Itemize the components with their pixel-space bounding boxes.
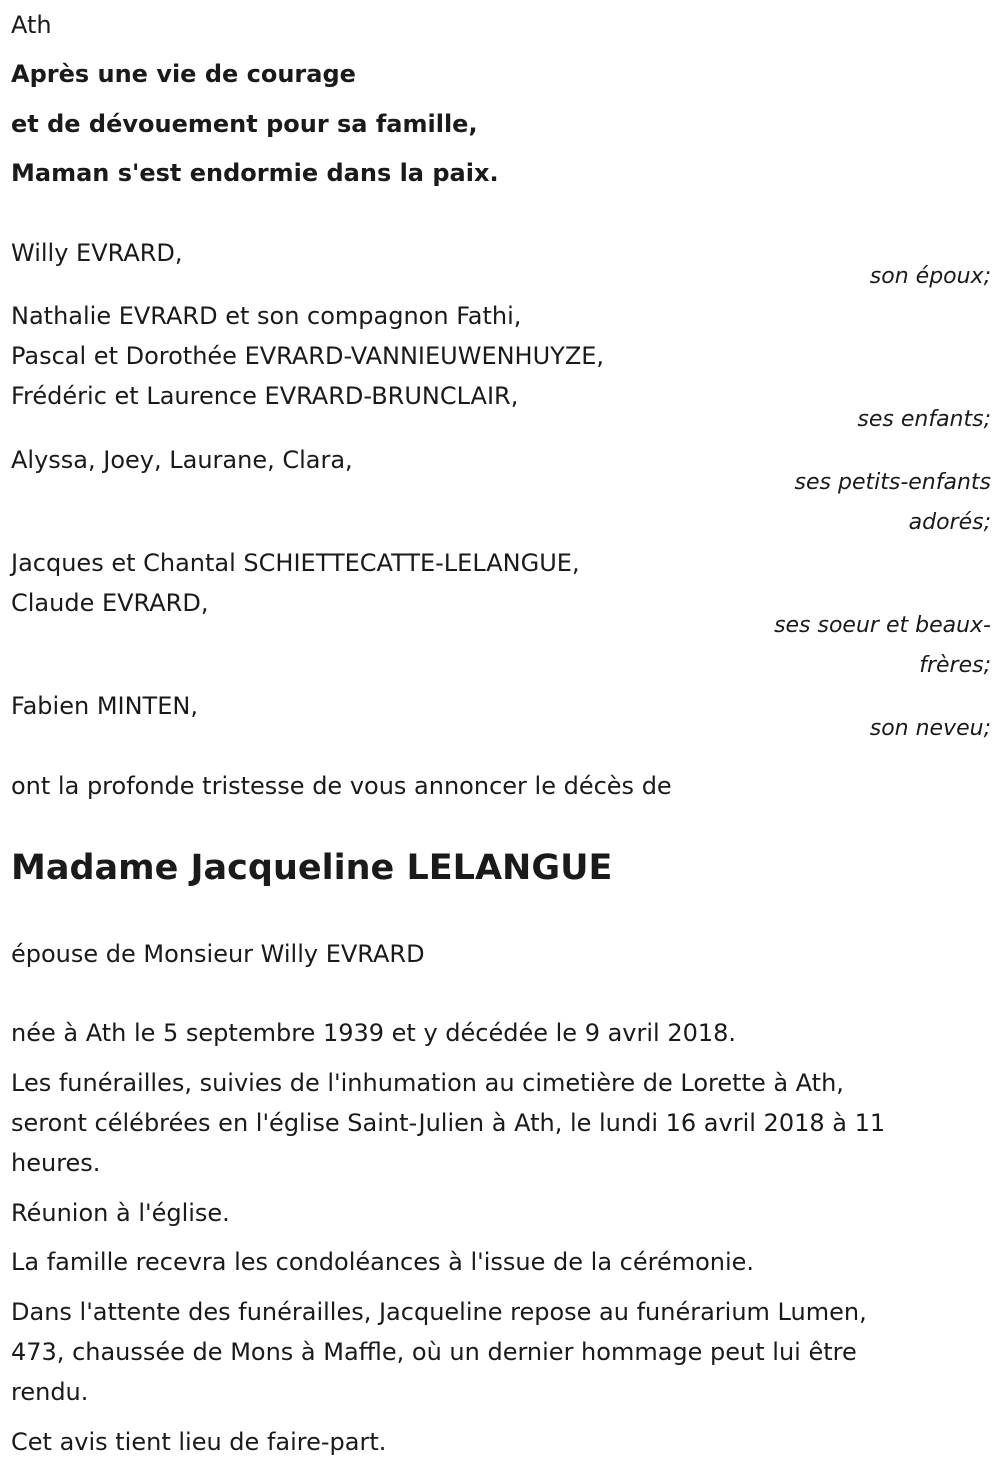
- intro-line-2: et de dévouement pour sa famille,: [11, 110, 478, 138]
- intro-line-3: Maman s'est endormie dans la paix.: [11, 159, 499, 187]
- funeral-line-3: heures.: [11, 1149, 101, 1177]
- sibling-1: Jacques et Chantal SCHIETTECATTE-LELANGUE,: [11, 549, 580, 577]
- grandchildren-role-line-1: ses petits-enfants: [794, 470, 991, 495]
- child-1: Nathalie EVRARD et son compagnon Fathi,: [11, 302, 522, 330]
- children-role: ses enfants;: [857, 407, 991, 432]
- meeting: Réunion à l'église.: [11, 1199, 230, 1227]
- husband-role: son époux;: [869, 264, 991, 289]
- grandchildren-role-line-2: adorés;: [908, 510, 991, 535]
- siblings-role-line-2: frères;: [919, 653, 991, 678]
- child-3: Frédéric et Laurence EVRARD-BRUNCLAIR,: [11, 382, 519, 410]
- siblings-role-line-1: ses soeur et beaux-: [774, 613, 991, 638]
- husband-name: Willy EVRARD,: [11, 239, 183, 267]
- deceased-name: Madame Jacqueline LELANGUE: [11, 848, 613, 888]
- funeral-line-1: Les funérailles, suivies de l'inhumation au cimetière de Lorette à Ath,: [11, 1069, 844, 1097]
- obituary-notice: [11, 0, 991, 1477]
- nephew-role: son neveu;: [869, 716, 991, 741]
- closing: Cet avis tient lieu de faire-part.: [11, 1428, 387, 1456]
- location: Ath: [11, 11, 52, 39]
- grandchildren-names: Alyssa, Joey, Laurane, Clara,: [11, 446, 353, 474]
- spouse-line: épouse de Monsieur Willy EVRARD: [11, 940, 425, 968]
- intro-line-1: Après une vie de courage: [11, 60, 356, 88]
- birth-death: née à Ath le 5 septembre 1939 et y décédée le 9 avril 2018.: [11, 1019, 737, 1047]
- funeral-line-2: seront célébrées en l'église Saint-Julien à Ath, le lundi 16 avril 2018 à 11: [11, 1109, 886, 1137]
- resting-line-2: 473, chaussée de Mons à Maffle, où un dernier hommage peut lui être: [11, 1338, 857, 1366]
- resting-line-1: Dans l'attente des funérailles, Jacqueline repose au funérarium Lumen,: [11, 1298, 867, 1326]
- sibling-2: Claude EVRARD,: [11, 589, 209, 617]
- announcement: ont la profonde tristesse de vous annoncer le décès de: [11, 772, 672, 800]
- resting-line-3: rendu.: [11, 1378, 89, 1406]
- nephew-name: Fabien MINTEN,: [11, 692, 198, 720]
- condolences: La famille recevra les condoléances à l'issue de la cérémonie.: [11, 1248, 755, 1276]
- child-2: Pascal et Dorothée EVRARD-VANNIEUWENHUYZE,: [11, 342, 605, 370]
